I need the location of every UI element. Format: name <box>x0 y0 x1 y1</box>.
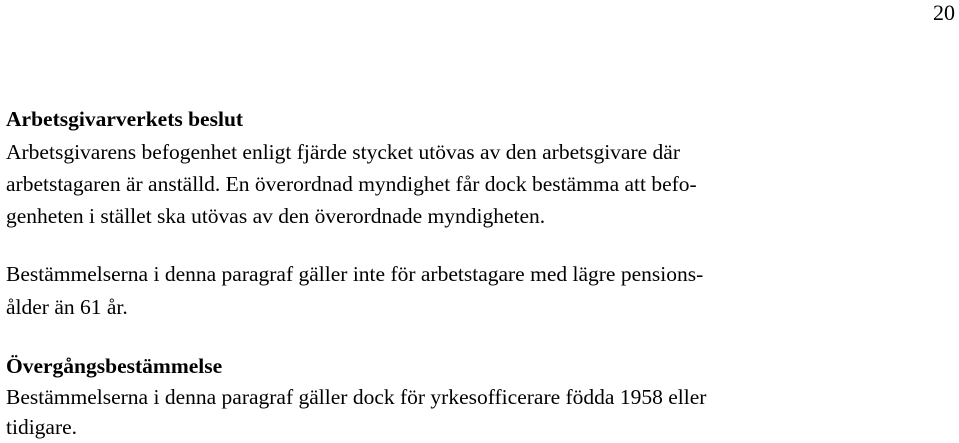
text-line: Bestämmelserna i denna paragraf gäller dock för yrkesofficerare födda 1958 eller <box>6 385 707 409</box>
section-heading: Övergångsbestämmelse <box>6 354 223 378</box>
text-line: Arbetsgivarens befogenhet enligt fjärde stycket utövas av den arbetsgivare där <box>6 140 681 164</box>
text-line: arbetstagaren är anställd. En överordnad myndighet får dock bestämma att befo- <box>6 172 697 196</box>
text-line: genheten i stället ska utövas av den överordnade myndigheten. <box>6 204 546 228</box>
text-line: ålder än 61 år. <box>6 295 128 319</box>
text-line: Bestämmelserna i denna paragraf gäller inte för arbetstagare med lägre pensions- <box>6 262 704 286</box>
page-number: 20 <box>933 0 955 25</box>
text-line: tidigare. <box>6 415 78 439</box>
section-heading: Arbetsgivarverkets beslut <box>6 107 244 131</box>
